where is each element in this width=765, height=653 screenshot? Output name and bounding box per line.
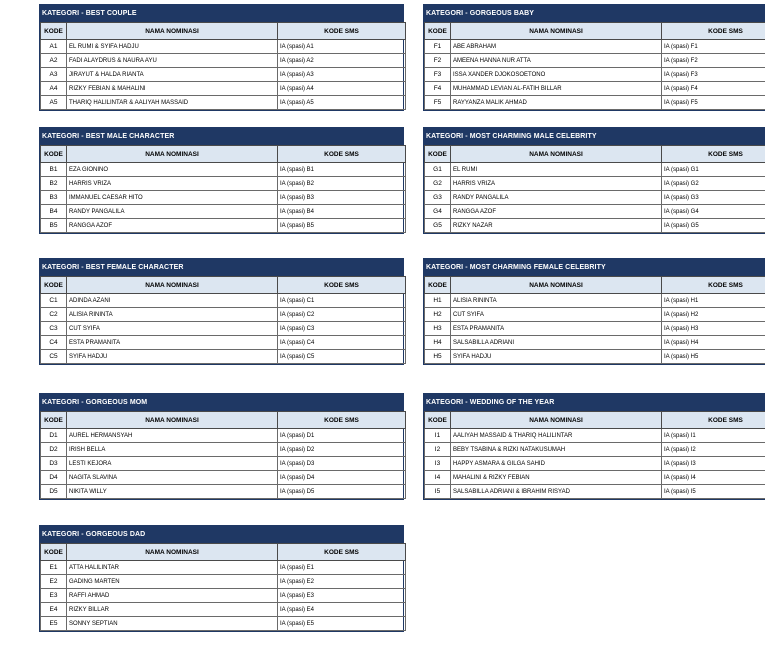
header-kode: KODE — [425, 23, 451, 40]
table-row — [41, 336, 406, 350]
sms-code-cell: IA (spasi) E1 — [278, 561, 406, 575]
nominee-name-cell: NIKITA WILLY — [67, 485, 278, 499]
table-row — [41, 54, 406, 68]
table-row — [425, 177, 765, 191]
nominee-name-cell: RIZKY NAZAR — [451, 219, 662, 233]
sms-code-cell: IA (spasi) H2 — [662, 308, 765, 322]
kode-cell: D3 — [41, 457, 67, 471]
kode-cell: D4 — [41, 471, 67, 485]
kode-cell: B5 — [41, 219, 67, 233]
table-row — [41, 219, 406, 233]
header-row — [425, 146, 765, 163]
nominee-name-cell: RANDY PANGALILA — [451, 191, 662, 205]
table-row — [41, 308, 406, 322]
header-nama-nominasi: NAMA NOMINASI — [67, 23, 278, 40]
header-kode-sms: KODE SMS — [662, 23, 765, 40]
nominee-table — [424, 411, 765, 499]
sms-code-cell: IA (spasi) C3 — [278, 322, 406, 336]
table-row — [41, 457, 406, 471]
kode-cell: C4 — [41, 336, 67, 350]
sms-code-cell: IA (spasi) A3 — [278, 68, 406, 82]
nominee-name-cell: ABE ABRAHAM — [451, 40, 662, 54]
kode-cell: G4 — [425, 205, 451, 219]
kode-cell: A4 — [41, 82, 67, 96]
header-kode-sms: KODE SMS — [278, 412, 406, 429]
nominee-name-cell: FADI ALAYDRUS & NAURA AYU — [67, 54, 278, 68]
kode-cell: B1 — [41, 163, 67, 177]
header-kode: KODE — [41, 146, 67, 163]
kode-cell: C1 — [41, 294, 67, 308]
table-row — [425, 54, 765, 68]
nominee-name-cell: RANGGA AZOF — [67, 219, 278, 233]
header-kode-sms: KODE SMS — [662, 146, 765, 163]
table-row — [41, 575, 406, 589]
table-row — [41, 205, 406, 219]
table-row — [41, 561, 406, 575]
sms-code-cell: IA (spasi) I1 — [662, 429, 765, 443]
header-kode: KODE — [41, 544, 67, 561]
category-table — [423, 127, 765, 234]
category-table — [423, 4, 765, 111]
kode-cell: A3 — [41, 68, 67, 82]
sms-code-cell: IA (spasi) D1 — [278, 429, 406, 443]
kode-cell: G2 — [425, 177, 451, 191]
nominee-name-cell: SYIFA HADJU — [67, 350, 278, 364]
sms-code-cell: IA (spasi) A1 — [278, 40, 406, 54]
nominee-name-cell: AUREL HERMANSYAH — [67, 429, 278, 443]
table-row — [425, 96, 765, 110]
table-row — [41, 322, 406, 336]
kode-cell: H1 — [425, 294, 451, 308]
table-row — [425, 82, 765, 96]
table-row — [41, 603, 406, 617]
nominee-name-cell: BEBY TSABINA & RIZKI NATAKUSUMAH — [451, 443, 662, 457]
kode-cell: F4 — [425, 82, 451, 96]
header-row — [425, 23, 765, 40]
kode-cell: I4 — [425, 471, 451, 485]
kode-cell: D2 — [41, 443, 67, 457]
nominee-table — [424, 276, 765, 364]
sms-code-cell: IA (spasi) F1 — [662, 40, 765, 54]
sms-code-cell: IA (spasi) G4 — [662, 205, 765, 219]
nominee-name-cell: ESTA PRAMANITA — [451, 322, 662, 336]
table-row — [41, 68, 406, 82]
header-kode-sms: KODE SMS — [278, 146, 406, 163]
header-row — [41, 412, 406, 429]
table-row — [41, 82, 406, 96]
header-kode: KODE — [425, 412, 451, 429]
table-row — [41, 191, 406, 205]
kode-cell: H5 — [425, 350, 451, 364]
category-table — [39, 525, 404, 632]
nominee-name-cell: NAGITA SLAVINA — [67, 471, 278, 485]
table-row — [41, 96, 406, 110]
kode-cell: H4 — [425, 336, 451, 350]
header-row — [41, 544, 406, 561]
nominee-name-cell: RANGGA AZOF — [451, 205, 662, 219]
sms-code-cell: IA (spasi) G3 — [662, 191, 765, 205]
sms-code-cell: IA (spasi) F4 — [662, 82, 765, 96]
sms-code-cell: IA (spasi) D3 — [278, 457, 406, 471]
category-title: KATEGORI - GORGEOUS MOM — [40, 394, 403, 411]
kode-cell: B3 — [41, 191, 67, 205]
nominee-name-cell: ATTA HALILINTAR — [67, 561, 278, 575]
sms-code-cell: IA (spasi) G5 — [662, 219, 765, 233]
sms-code-cell: IA (spasi) D2 — [278, 443, 406, 457]
header-kode-sms: KODE SMS — [662, 277, 765, 294]
table-row — [425, 308, 765, 322]
table-row — [425, 40, 765, 54]
table-row — [41, 40, 406, 54]
header-row — [425, 277, 765, 294]
kode-cell: E4 — [41, 603, 67, 617]
nominee-name-cell: ISSA XANDER DJOKOSOETONO — [451, 68, 662, 82]
header-kode-sms: KODE SMS — [278, 23, 406, 40]
header-kode-sms: KODE SMS — [278, 544, 406, 561]
sms-code-cell: IA (spasi) C1 — [278, 294, 406, 308]
nominee-name-cell: SYIFA HADJU — [451, 350, 662, 364]
sms-code-cell: IA (spasi) I2 — [662, 443, 765, 457]
header-row — [41, 23, 406, 40]
table-row — [41, 589, 406, 603]
nominee-table — [40, 22, 406, 110]
sms-code-cell: IA (spasi) A4 — [278, 82, 406, 96]
category-title: KATEGORI - WEDDING OF THE YEAR — [424, 394, 765, 411]
nominee-name-cell: SONNY SEPTIAN — [67, 617, 278, 631]
sms-code-cell: IA (spasi) H4 — [662, 336, 765, 350]
header-nama-nominasi: NAMA NOMINASI — [67, 277, 278, 294]
sms-code-cell: IA (spasi) G2 — [662, 177, 765, 191]
sms-code-cell: IA (spasi) B2 — [278, 177, 406, 191]
kode-cell: F3 — [425, 68, 451, 82]
header-nama-nominasi: NAMA NOMINASI — [451, 146, 662, 163]
nominee-name-cell: RAFFI AHMAD — [67, 589, 278, 603]
nominee-table — [424, 145, 765, 233]
category-title: KATEGORI - BEST COUPLE — [40, 5, 403, 22]
table-row — [425, 68, 765, 82]
category-title: KATEGORI - BEST MALE CHARACTER — [40, 128, 403, 145]
table-row — [425, 485, 765, 499]
sms-code-cell: IA (spasi) C2 — [278, 308, 406, 322]
nominee-name-cell: IRISH BELLA — [67, 443, 278, 457]
kode-cell: G5 — [425, 219, 451, 233]
header-nama-nominasi: NAMA NOMINASI — [67, 412, 278, 429]
table-row — [41, 294, 406, 308]
header-nama-nominasi: NAMA NOMINASI — [67, 146, 278, 163]
sms-code-cell: IA (spasi) F3 — [662, 68, 765, 82]
nominee-name-cell: IMMANUEL CAESAR HITO — [67, 191, 278, 205]
nominee-name-cell: AALIYAH MASSAID & THARIQ HALILINTAR — [451, 429, 662, 443]
kode-cell: C2 — [41, 308, 67, 322]
category-title: KATEGORI - MOST CHARMING MALE CELEBRITY — [424, 128, 765, 145]
nominee-name-cell: ALISIA RININTA — [67, 308, 278, 322]
category-title: KATEGORI - GORGEOUS DAD — [40, 526, 403, 543]
header-kode: KODE — [425, 146, 451, 163]
kode-cell: E1 — [41, 561, 67, 575]
kode-cell: D5 — [41, 485, 67, 499]
nominee-name-cell: RIZKY FEBIAN & MAHALINI — [67, 82, 278, 96]
nominee-table — [40, 145, 406, 233]
sms-code-cell: IA (spasi) A5 — [278, 96, 406, 110]
table-row — [425, 205, 765, 219]
table-row — [425, 336, 765, 350]
nominee-name-cell: HARRIS VRIZA — [67, 177, 278, 191]
sms-code-cell: IA (spasi) D4 — [278, 471, 406, 485]
nominee-name-cell: HAPPY ASMARA & GILGA SAHID — [451, 457, 662, 471]
kode-cell: D1 — [41, 429, 67, 443]
table-row — [425, 443, 765, 457]
kode-cell: G3 — [425, 191, 451, 205]
category-table — [423, 258, 765, 365]
nominee-name-cell: SALSABILLA ADRIANI & IBRAHIM RISYAD — [451, 485, 662, 499]
nominee-name-cell: GADING MARTEN — [67, 575, 278, 589]
sms-code-cell: IA (spasi) B1 — [278, 163, 406, 177]
nominee-name-cell: MAHALINI & RIZKY FEBIAN — [451, 471, 662, 485]
nominee-name-cell: RIZKY BILLAR — [67, 603, 278, 617]
sms-code-cell: IA (spasi) B3 — [278, 191, 406, 205]
nominee-name-cell: AMEENA HANNA NUR ATTA — [451, 54, 662, 68]
table-row — [425, 350, 765, 364]
header-row — [41, 277, 406, 294]
sms-code-cell: IA (spasi) B4 — [278, 205, 406, 219]
nominee-name-cell: RANDY PANGALILA — [67, 205, 278, 219]
nominee-name-cell: THARIQ HALILINTAR & AALIYAH MASSAID — [67, 96, 278, 110]
category-title: KATEGORI - GORGEOUS BABY — [424, 5, 765, 22]
kode-cell: B4 — [41, 205, 67, 219]
table-row — [425, 191, 765, 205]
kode-cell: B2 — [41, 177, 67, 191]
table-row — [41, 177, 406, 191]
sms-code-cell: IA (spasi) F5 — [662, 96, 765, 110]
nominee-name-cell: ALISIA RININTA — [451, 294, 662, 308]
table-row — [41, 485, 406, 499]
header-nama-nominasi: NAMA NOMINASI — [451, 23, 662, 40]
table-row — [425, 457, 765, 471]
sms-code-cell: IA (spasi) I5 — [662, 485, 765, 499]
table-row — [425, 294, 765, 308]
nominee-name-cell: EL RUMI — [451, 163, 662, 177]
sms-code-cell: IA (spasi) A2 — [278, 54, 406, 68]
kode-cell: C5 — [41, 350, 67, 364]
category-title: KATEGORI - MOST CHARMING FEMALE CELEBRITY — [424, 259, 765, 276]
category-title: KATEGORI - BEST FEMALE CHARACTER — [40, 259, 403, 276]
header-kode: KODE — [425, 277, 451, 294]
nominee-table — [40, 543, 406, 631]
table-row — [41, 350, 406, 364]
nominee-name-cell: ADINDA AZANI — [67, 294, 278, 308]
header-kode-sms: KODE SMS — [278, 277, 406, 294]
header-row — [425, 412, 765, 429]
kode-cell: A1 — [41, 40, 67, 54]
header-nama-nominasi: NAMA NOMINASI — [67, 544, 278, 561]
table-row — [41, 429, 406, 443]
nominee-name-cell: CUT SYIFA — [451, 308, 662, 322]
sms-code-cell: IA (spasi) H5 — [662, 350, 765, 364]
kode-cell: H2 — [425, 308, 451, 322]
category-table — [39, 4, 404, 111]
table-row — [425, 219, 765, 233]
kode-cell: A2 — [41, 54, 67, 68]
sms-code-cell: IA (spasi) I3 — [662, 457, 765, 471]
table-row — [41, 163, 406, 177]
nominee-name-cell: RAYYANZA MALIK AHMAD — [451, 96, 662, 110]
category-table — [39, 127, 404, 234]
kode-cell: F5 — [425, 96, 451, 110]
kode-cell: E2 — [41, 575, 67, 589]
sms-code-cell: IA (spasi) I4 — [662, 471, 765, 485]
sms-code-cell: IA (spasi) H1 — [662, 294, 765, 308]
sms-code-cell: IA (spasi) F2 — [662, 54, 765, 68]
sms-code-cell: IA (spasi) G1 — [662, 163, 765, 177]
kode-cell: F2 — [425, 54, 451, 68]
table-row — [41, 443, 406, 457]
nominee-table — [40, 276, 406, 364]
nominee-name-cell: EL RUMI & SYIFA HADJU — [67, 40, 278, 54]
header-nama-nominasi: NAMA NOMINASI — [451, 277, 662, 294]
table-row — [425, 429, 765, 443]
sms-code-cell: IA (spasi) C5 — [278, 350, 406, 364]
kode-cell: C3 — [41, 322, 67, 336]
header-kode-sms: KODE SMS — [662, 412, 765, 429]
sms-code-cell: IA (spasi) C4 — [278, 336, 406, 350]
sms-code-cell: IA (spasi) E2 — [278, 575, 406, 589]
header-nama-nominasi: NAMA NOMINASI — [451, 412, 662, 429]
kode-cell: G1 — [425, 163, 451, 177]
kode-cell: I2 — [425, 443, 451, 457]
table-row — [425, 163, 765, 177]
nominee-table — [40, 411, 406, 499]
sms-code-cell: IA (spasi) D5 — [278, 485, 406, 499]
sms-code-cell: IA (spasi) E4 — [278, 603, 406, 617]
sms-code-cell: IA (spasi) B5 — [278, 219, 406, 233]
kode-cell: I3 — [425, 457, 451, 471]
nominee-name-cell: SALSABILLA ADRIANI — [451, 336, 662, 350]
header-kode: KODE — [41, 412, 67, 429]
nominee-name-cell: EZA GIONINO — [67, 163, 278, 177]
table-row — [41, 471, 406, 485]
sms-code-cell: IA (spasi) E3 — [278, 589, 406, 603]
nominee-table — [424, 22, 765, 110]
sms-code-cell: IA (spasi) H3 — [662, 322, 765, 336]
sms-code-cell: IA (spasi) E5 — [278, 617, 406, 631]
kode-cell: F1 — [425, 40, 451, 54]
header-kode: KODE — [41, 23, 67, 40]
nominee-name-cell: MUHAMMAD LEVIAN AL-FATIH BILLAR — [451, 82, 662, 96]
category-table — [39, 258, 404, 365]
table-row — [425, 322, 765, 336]
kode-cell: I1 — [425, 429, 451, 443]
nominee-name-cell: CUT SYIFA — [67, 322, 278, 336]
kode-cell: I5 — [425, 485, 451, 499]
kode-cell: E5 — [41, 617, 67, 631]
header-row — [41, 146, 406, 163]
table-row — [41, 617, 406, 631]
nominee-name-cell: HARRIS VRIZA — [451, 177, 662, 191]
nominee-name-cell: JIRAYUT & HALDA RIANTA — [67, 68, 278, 82]
kode-cell: H3 — [425, 322, 451, 336]
kode-cell: A5 — [41, 96, 67, 110]
nominee-name-cell: LESTI KEJORA — [67, 457, 278, 471]
category-table — [39, 393, 404, 500]
category-table — [423, 393, 765, 500]
kode-cell: E3 — [41, 589, 67, 603]
table-row — [425, 471, 765, 485]
header-kode: KODE — [41, 277, 67, 294]
nominee-name-cell: ESTA PRAMANITA — [67, 336, 278, 350]
